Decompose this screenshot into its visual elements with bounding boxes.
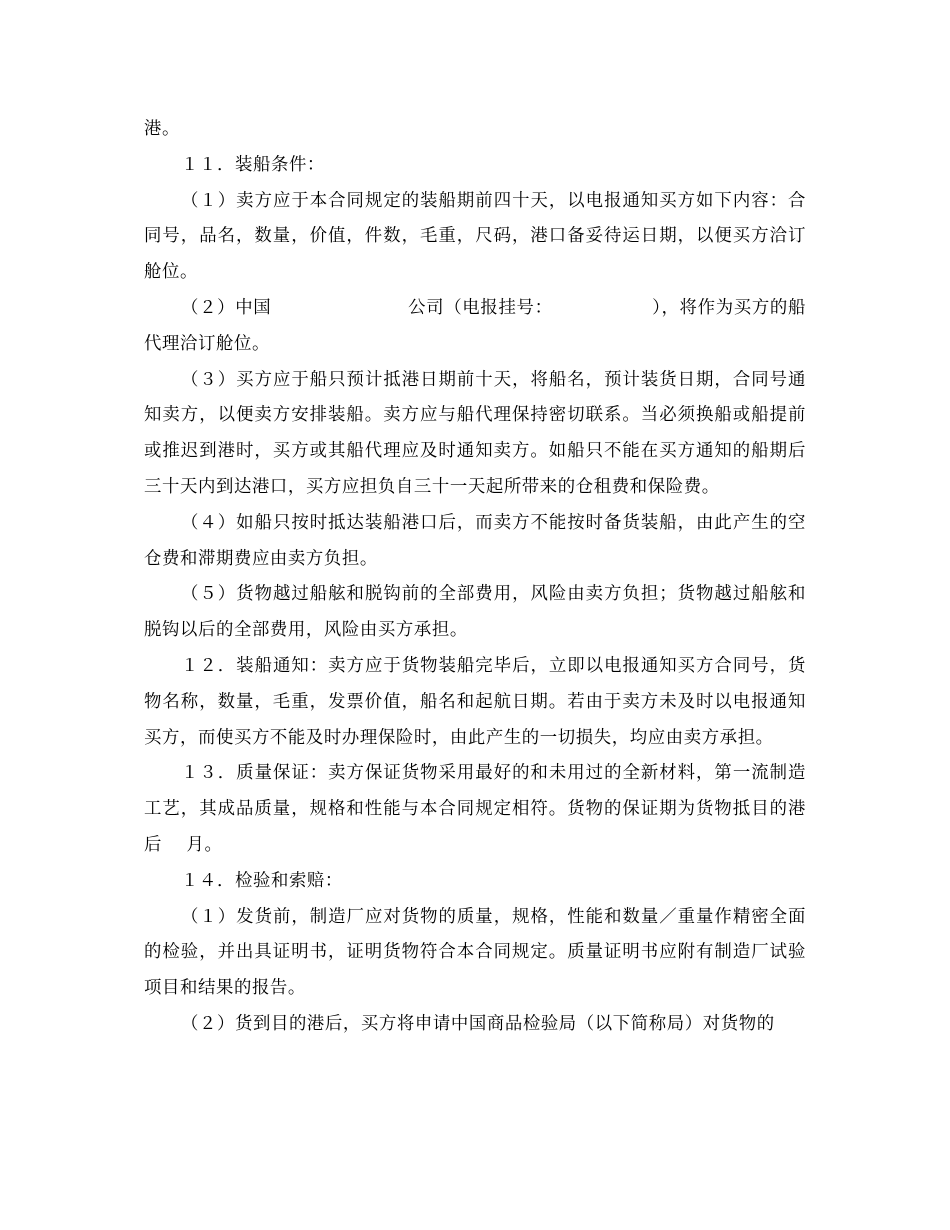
paragraph-port-end: 港。 [144, 119, 180, 139]
paragraph-inspection-item-2: （２）货到目的港后，买方将申请中国商品检验局（以下简称局）对货物的 [181, 1013, 775, 1034]
paragraph-shipping-notice: １２．装船通知：卖方应于货物装船完毕后，立即以电报通知买方合同号，货物名称，数量，毛重，发票价值，船名和起航日期。若由于卖方未及时以电报通知买方，而使买方不能及时办理保险时，由此产生的一切损失，均应由卖方承担。 [144, 655, 806, 748]
document-body [144, 112, 806, 1043]
paragraph-quality-guarantee: １３．质量保证：卖方保证货物采用最好的和未用过的全新材料，第一流制造工艺，其成品质量，规格和性能与本合同规定相符。货物的保证期为货物抵目的港后 月。 [144, 763, 806, 855]
paragraph-shipment-item-5: （５）货物越过船舷和脱钩前的全部费用，风险由卖方负担；货物越过船舷和脱钩以后的全部费用，风险由买方承担。 [144, 584, 806, 641]
paragraph-shipment-item-3: （３）买方应于船只预计抵港日期前十天，将船名，预计装货日期，合同号通知卖方，以便卖方安排装船。卖方应与船代理保持密切联系。当必须换船或船提前或推迟到港时，买方或其船代理应及时通知卖方。如船只不能在买方通知的船期后三十天内到达港口，买方应担负自三十一天起所带来的仓租费和保险费。 [144, 369, 806, 497]
paragraph-shipment-item-4: （４）如船只按时抵达装船港口后，而卖方不能按时备货装船，由此产生的空仓费和滞期费应由卖方负担。 [144, 512, 806, 569]
heading-inspection-claims: １４．检验和索赔： [181, 870, 343, 891]
paragraph-shipment-item-1: （１）卖方应于本合同规定的装船期前四十天，以电报通知买方如下内容：合同号，品名，数量，价值，件数，毛重，尺码，港口备妥待运日期，以便买方洽订舱位。 [144, 190, 806, 283]
paragraph-shipment-item-2: （２）中国 公司（电报挂号： ），将作为买方的船代理洽订舱位。 [144, 297, 806, 354]
paragraph-inspection-item-1: （１）发货前，制造厂应对货物的质量，规格，性能和数量／重量作精密全面的检验，并出具证明书，证明货物符合本合同规定。质量证明书应附有制造厂试验项目和结果的报告。 [144, 906, 806, 999]
heading-shipment-conditions: １１．装船条件： [181, 154, 325, 175]
